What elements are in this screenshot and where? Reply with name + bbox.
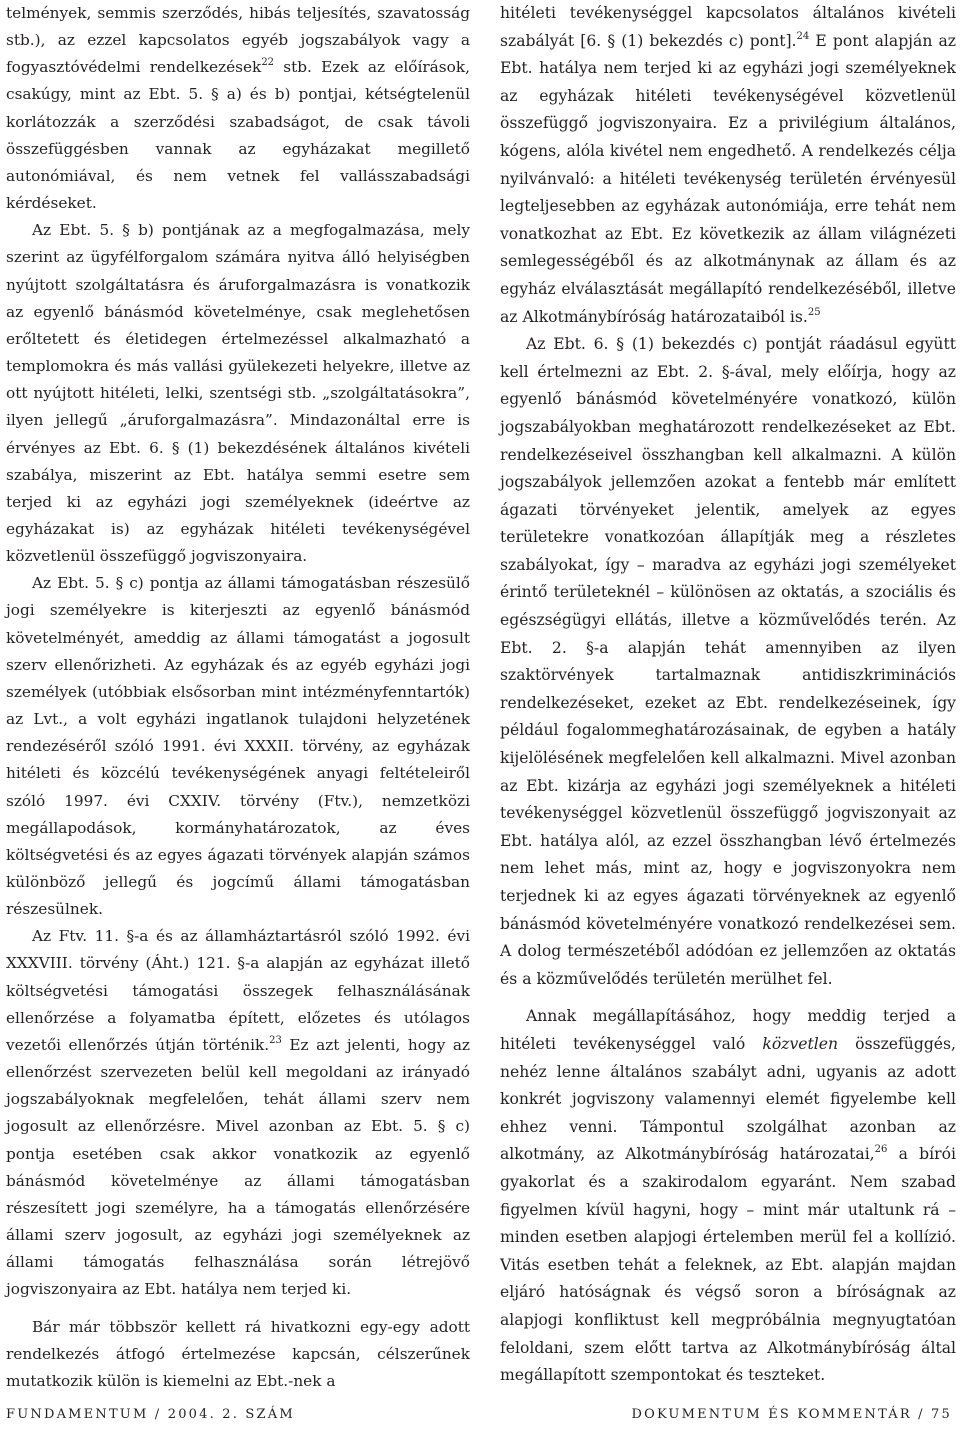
paragraph-text: telmények, semmis szerződés, hibás teljesítés, szavatosság stb.), az ezzel kapcsolatos egyéb jogszabályok vagy a fogyasztóvédelmi rendelkezések: [6, 4, 470, 77]
paragraph-text: E pont alapján az Ebt. hatálya nem terjed ki az egyházi jogi személyeknek az egyházak hitéleti tevékenységével közvetlenül összefüggő jogviszonyaira. Ez a privilégium általános, kógens, alóla kivétel nem engedhető. A rendelkezés célja nyilvánvaló: a hitéleti tevékenység területén érvényesül legteljesebben az egyházak autonómiája, erre tehát nem vonatkozhat az Ebt. Ez következik az állam világnézeti semlegességéből és az alkotmánynak az állam és az egyház elválasztását megállapító rendelkezéséből, illetve az Alkotmánybíróság határozataiból is.: [500, 31, 956, 326]
footnote-ref[interactable]: 25: [807, 306, 821, 318]
footnote-ref[interactable]: 26: [874, 1144, 888, 1156]
paragraph-text: Ez azt jelenti, hogy az ellenőrzést szervezeten belül kell megoldani az irányadó jogszabályoknak megfelelően, tehát állami szerv nem jogosult az ellenőrzésre. Mivel azonban az Ebt. 5. § c) pontja esetében csak akkor vonatkozik az egyenlő bánásmód követelménye az állami támogatásban részesített jogi személyre, ha a támogatás ellenőrzésére állami szerv jogosult, az egyházi jogi személyeknek az állami támogatás felhasználása során létrejövő jogviszonyaira az Ebt. hatálya nem terjed ki.: [6, 1035, 470, 1299]
paragraph-text: a bírói gyakorlat és a szakirodalom egyaránt. Nem szabad figyelmen kívül hagyni, hogy – mint már utaltunk rá – minden esetben alapjogi értelemben merül fel a kollízió. Vitás esetben tehát a feleknek, az Ebt. alapján majdan eljáró hatóságnak és végső soron a bíróságnak az alapjogi konfliktust kell megpróbálnia megnyugtatóan feloldani, szem előtt tartva az Alkotmánybíróság által megállapított szempontokat és teszteket.: [500, 1145, 956, 1385]
paragraph-text: hitéleti tevékenységgel kapcsolatos általános kivételi szabályát [6. § (1) bekezdés c) pont].: [500, 4, 956, 50]
paragraph: [500, 0, 956, 331]
footer-journal-issue: FUNDAMENTUM / 2004. 2. SZÁM: [6, 1407, 295, 1422]
paragraph: [500, 1003, 956, 1389]
paragraph: Az Ebt. 5. § b) pontjának az a megfogalmazása, mely szerint az ügyfélforgalom számára nyitva álló helyiségben nyújtott szolgáltatásra és áruforgalmazásra is vonatkozik az egyenlő bánásmód követelménye, csak meglehetősen erőltetett és életidegen értelmezéssel alkalmazható a templomokra és más vallási gyülekezeti helyekre, illetve az ott nyújtott hitéleti, lelki, szentségi stb. „szolgáltatásokra”, ilyen jellegű „áruforgalmazásra”. Mindazonáltal erre is érvényes az Ebt. 6. § (1) bekezdésének általános kivételi szabálya, miszerint az Ebt. hatálya semmi esetre sem terjed ki az egyházi jogi személyeknek (ideértve az egyházakat is) az egyházak hitéleti tevékenységével közvetlenül összefüggő jogviszonyaira.: [6, 221, 470, 566]
footer-section-page: DOKUMENTUM ÉS KOMMENTÁR / 75: [631, 1407, 952, 1422]
emphasis-text: közvetlen: [762, 1034, 839, 1053]
paragraph-text: Annak megállapításához, hogy meddig terjed a hitéleti tevékenységgel való: [500, 1007, 956, 1053]
paragraph-text: Az Ftv. 11. §-a és az államháztartásról szóló 1992. évi XXXVIII. törvény (Áht.) 121. §-a alapján az egyházat illető költségvetési támogatási összegek felhasználásának ellenőrzése a folyamatba épített, előzetes és utólagos vezetői ellenőrzés útján történik.: [6, 927, 470, 1054]
paragraph-text: összefüggés, nehéz lenne általános szabályt adni, ugyanis az adott konkrét jogviszony valamennyi elemét figyelembe kell ehhez venni. Támpontul szolgálhat azonban az alkotmány, az Alkotmánybíróság határozatai,: [500, 1034, 956, 1164]
left-text-column: [6, 0, 470, 1395]
footnote-ref[interactable]: 23: [269, 1034, 282, 1046]
footnote-ref[interactable]: 22: [261, 57, 275, 69]
paragraph: Az Ebt. 5. § c) pontja az állami támogatásban részesülő jogi személyekre is kiterjeszti az egyenlő bánásmód követelményét, ameddig az állami támogatást a jogosult szerv ellenőrizheti. Az egyházak és az egyéb egyházi jogi személyek (utóbbiak elsősorban mint intézményfenntartók) az Lvt., a volt egyházi ingatlanok tulajdoni helyzetének rendezéséről szóló 1991. évi XXXII. törvény, az egyházak hitéleti és közcélú tevékenységének anyagi feltételeiről szóló 1997. évi CXXIV. törvény (Ftv.), nemzetközi megállapodások, kormányhatározatok, az éves költségvetési és az egyes ágazati törvények alapján számos különböző jellegű és jogcímű állami támogatásban részesülnek.: [6, 574, 470, 919]
paragraph: [6, 0, 470, 217]
paragraph: Az Ebt. 6. § (1) bekezdés c) pontját ráadásul együtt kell értelmezni az Ebt. 2. §-ával, mely előírja, hogy az egyenlő bánásmód követelményére vonatkozó, külön jogszabályokban meghatározott rendelkezéseket az Ebt. rendelkezéseivel összhangban kell alkalmazni. A külön jogszabályok jellemzően azokat a fentebb már említett ágazati törvényeket jelentik, amelyek az egyes területekre vonatkozóan állapítják meg a részletes szabályokat, így – maradva az egyházi jogi személyeket érintő területeknél – különösen az oktatás, a szociális és egészségügyi ellátás, illetve a közművelődés terén. Az Ebt. 2. §-a alapján tehát amennyiben az ilyen szaktörvények tartalmaznak antidiszkriminációs rendelkezéseket, ezeket az Ebt. rendelkezéseinek, így például fogalommeghatározásainak, de egyben a hatály kijelölésének megfelelően kell alkalmazni. Mivel azonban az Ebt. kizárja az egyházi jogi személyeknek a hitéleti tevékenységgel közvetlenül összefüggő jogviszonyait az Ebt. hatálya alól, az ezzel összhangban lévő értelmezés nem lehet más, mint az, hogy e jogviszonyokra nem terjednek ki az egyes ágazati törvényeknek az egyenlő bánásmód követelményére vonatkozó rendelkezései sem. A dolog természetéből adódóan ez jellemzően az oktatás és a közművelődés területén merülhet fel.: [500, 335, 956, 988]
paragraph: [6, 923, 470, 1303]
paragraph-text: stb. Ezek az előírások, csakúgy, mint az Ebt. 5. § a) és b) pontjai, kétségtelenül korlátozzák a szerződési szabadságot, de csak távoli összefüggésben vannak az egyházakat megillető autonómiával, és nem vetnek fel vallásszabadsági kérdéseket.: [6, 58, 470, 213]
right-text-column: [500, 0, 956, 1390]
paragraph: Bár már többször kellett rá hivatkozni egy-egy adott rendelkezés átfogó értelmezése kapcsán, célszerűnek mutatkozik külön is kiemelni az Ebt.-nek a: [6, 1317, 470, 1390]
footnote-ref[interactable]: 24: [796, 30, 810, 42]
